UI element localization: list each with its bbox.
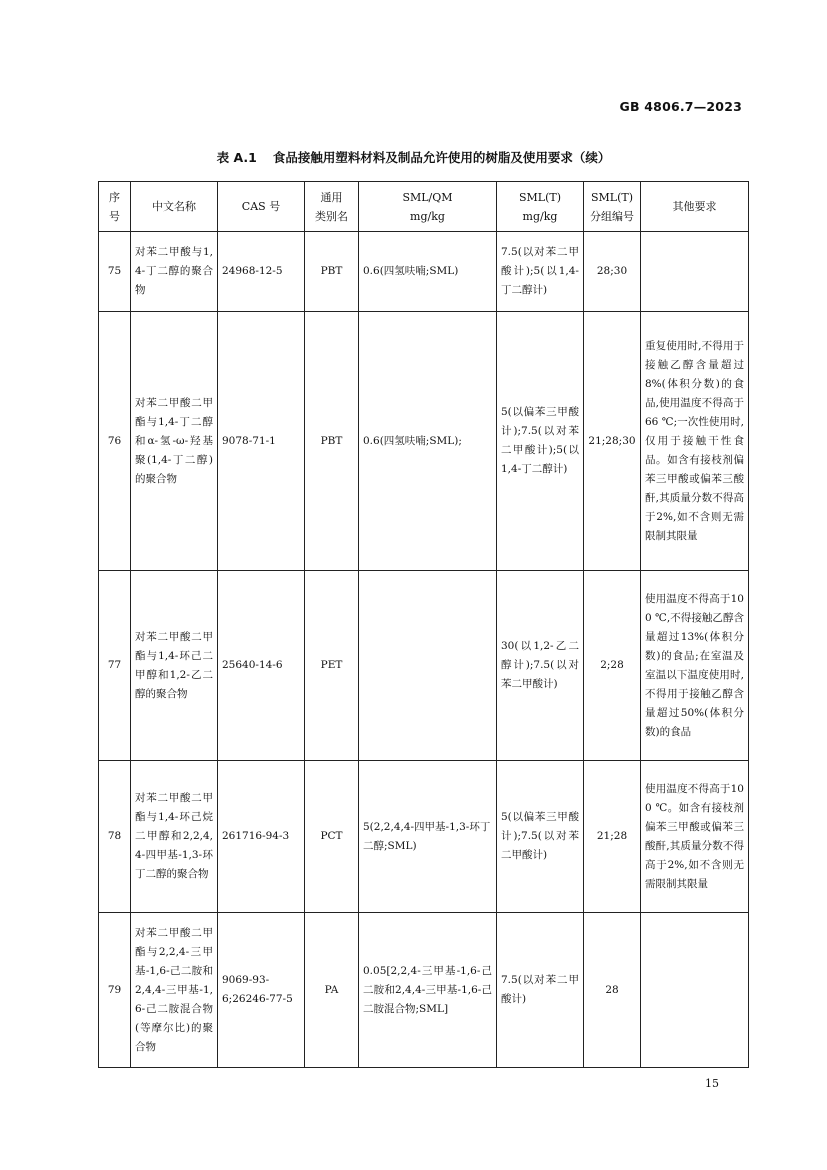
cell-no: 79 — [99, 913, 131, 1068]
cell-group: 21;28 — [584, 761, 641, 913]
cell-sml-qm: 0.6(四氢呋喃;SML) — [359, 232, 497, 312]
cell-group: 2;28 — [584, 571, 641, 761]
table-row — [99, 571, 749, 761]
standard-code: GB 4806.7—2023 — [619, 99, 742, 114]
header-sml-t-group: SML(T) 分组编号 — [584, 182, 641, 232]
cell-other — [641, 232, 749, 312]
header-other: 其他要求 — [641, 182, 749, 232]
cell-cas: 9078-71-1 — [218, 312, 305, 571]
cell-sml-t: 7.5(以对苯二甲酸计) — [497, 913, 584, 1068]
cell-cas: 25640-14-6 — [218, 571, 305, 761]
cell-sml-qm: 0.05[2,2,4-三甲基-1,6-己二胺和2,4,4-三甲基-1,6-己二胺混合物;SML] — [359, 913, 497, 1068]
cell-category: PCT — [305, 761, 359, 913]
header-category: 通用 类别名 — [305, 182, 359, 232]
cell-no: 75 — [99, 232, 131, 312]
cell-cas: 261716-94-3 — [218, 761, 305, 913]
cell-sml-t: 7.5(以对苯二甲酸计);5(以1,4-丁二醇计) — [497, 232, 584, 312]
table-caption-title: 食品接触用塑料材料及制品允许使用的树脂及使用要求（续） — [272, 150, 611, 165]
cell-category: PA — [305, 913, 359, 1068]
cell-group: 21;28;30 — [584, 312, 641, 571]
table-caption — [0, 148, 827, 166]
cell-sml-t: 5(以偏苯三甲酸计);7.5(以对苯二甲酸计);5(以1,4-丁二醇计) — [497, 312, 584, 571]
page-number: 15 — [705, 1077, 719, 1090]
resin-table — [98, 181, 749, 1068]
cell-no: 78 — [99, 761, 131, 913]
cell-other: 使用温度不得高于100 ℃。如含有接枝剂偏苯三甲酸或偏苯三酸酐,其质量分数不得高于2%,如不含则无需限制其限量 — [641, 761, 749, 913]
header-sml-t: SML(T) mg/kg — [497, 182, 584, 232]
table-row — [99, 312, 749, 571]
cell-cas: 9069-93-6;26246-77-5 — [218, 913, 305, 1068]
cell-category: PET — [305, 571, 359, 761]
cell-sml-t: 30(以1,2-乙二醇计);7.5(以对苯二甲酸计) — [497, 571, 584, 761]
cell-sml-qm: 0.6(四氢呋喃;SML); — [359, 312, 497, 571]
table-row — [99, 232, 749, 312]
cell-cas: 24968-12-5 — [218, 232, 305, 312]
cell-sml-qm: 5(2,2,4,4-四甲基-1,3-环丁二醇;SML) — [359, 761, 497, 913]
cell-category: PBT — [305, 232, 359, 312]
cell-name: 对苯二甲酸二甲酯与1,4-环己二甲醇和1,2-乙二醇的聚合物 — [131, 571, 218, 761]
table-row — [99, 761, 749, 913]
header-name: 中文名称 — [131, 182, 218, 232]
table-header-row — [99, 182, 749, 232]
cell-name: 对苯二甲酸二甲酯与1,4-环己烷二甲醇和2,2,4,4-四甲基-1,3-环丁二醇的聚合物 — [131, 761, 218, 913]
cell-name: 对苯二甲酸与1,4-丁二醇的聚合物 — [131, 232, 218, 312]
cell-sml-t: 5(以偏苯三甲酸计);7.5(以对苯二甲酸计) — [497, 761, 584, 913]
cell-other: 使用温度不得高于100 ℃,不得接触乙醇含量超过13%(体积分数)的食品;在室温及室温以下温度使用时,不得用于接触乙醇含量超过50%(体积分数)的食品 — [641, 571, 749, 761]
header-sml-qm: SML/QM mg/kg — [359, 182, 497, 232]
cell-name: 对苯二甲酸二甲酯与2,2,4-三甲基-1,6-己二胺和2,4,4-三甲基-1,6-己二胺混合物(等摩尔比)的聚合物 — [131, 913, 218, 1068]
header-cas: CAS 号 — [218, 182, 305, 232]
cell-other — [641, 913, 749, 1068]
cell-other: 重复使用时,不得用于接触乙醇含量超过8%(体积分数)的食品,使用温度不得高于66 ℃;一次性使用时,仅用于接触干性食品。如含有接枝剂偏苯三甲酸或偏苯三酸酐,其质量分数不得高于2%,如不含则无需限制其限量 — [641, 312, 749, 571]
cell-no: 76 — [99, 312, 131, 571]
cell-no: 77 — [99, 571, 131, 761]
cell-name: 对苯二甲酸二甲酯与1,4-丁二醇和α-氢-ω-羟基聚(1,4-丁二醇)的聚合物 — [131, 312, 218, 571]
cell-sml-qm — [359, 571, 497, 761]
cell-group: 28;30 — [584, 232, 641, 312]
table-row — [99, 913, 749, 1068]
cell-group: 28 — [584, 913, 641, 1068]
header-no: 序 号 — [99, 182, 131, 232]
table-caption-id: 表 A.1 — [216, 150, 257, 165]
cell-category: PBT — [305, 312, 359, 571]
